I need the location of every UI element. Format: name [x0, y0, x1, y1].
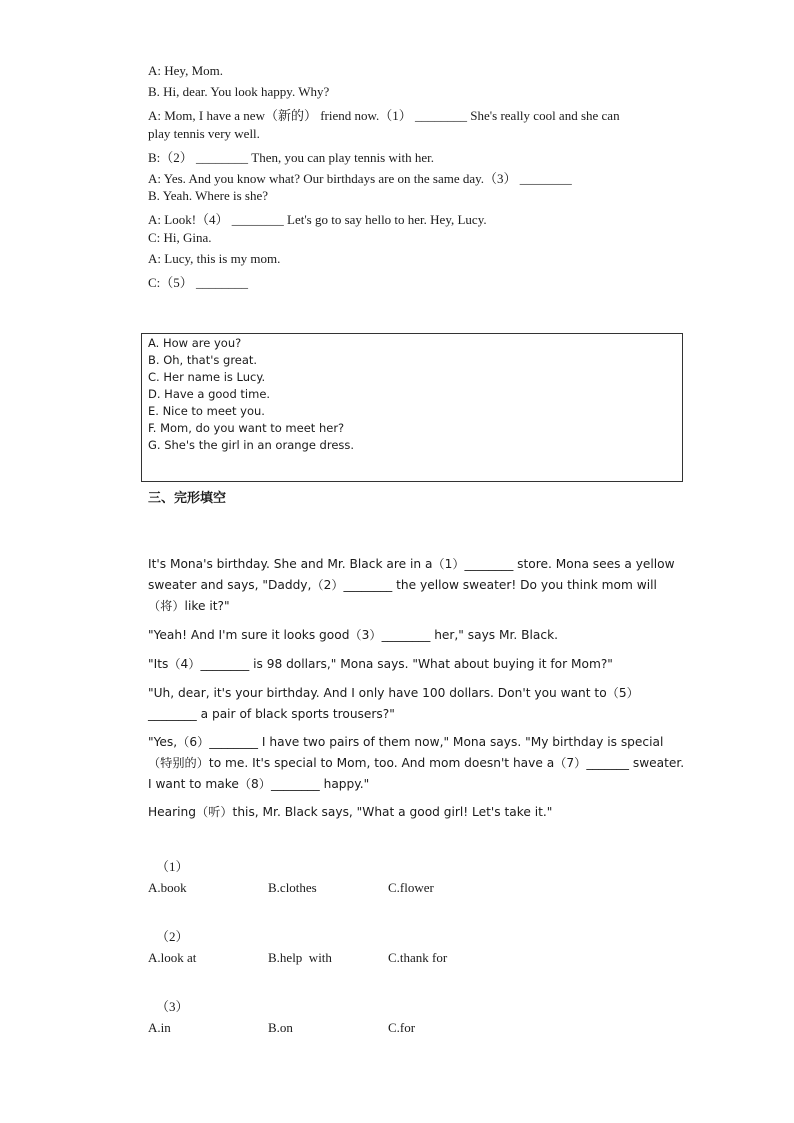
dialogue-line: B:（2） ________ Then, you can play tennis with her.: [148, 150, 434, 165]
dialogue-line: C:（5） ________: [148, 275, 249, 290]
dialogue-line: B. Hi, dear. You look happy. Why?: [148, 84, 330, 99]
cloze-paragraph: "Its（4）________ is 98 dollars," Mona says. "What about buying it for Mom?": [148, 657, 613, 671]
option-item: G. She's the girl in an orange dress.: [148, 438, 355, 452]
dialogue-line: A: Look!（4） ________ Let's go to say hello to her. Hey, Lucy.: [148, 212, 487, 227]
choice-b: B.on: [268, 1020, 293, 1035]
question-number: （2）: [156, 929, 189, 944]
choice-c: C.flower: [388, 880, 434, 895]
option-item: F. Mom, do you want to meet her?: [148, 421, 345, 435]
choice-a: A.book: [148, 880, 187, 895]
dialogue-line: play tennis very well.: [148, 126, 260, 141]
dialogue-line: A: Hey, Mom.: [148, 63, 223, 78]
dialogue-line: A: Lucy, this is my mom.: [148, 251, 281, 266]
option-item: C. Her name is Lucy.: [148, 370, 266, 384]
option-item: B. Oh, that's great.: [148, 353, 258, 367]
dialogue-line: C: Hi, Gina.: [148, 230, 212, 245]
choice-c: C.thank for: [388, 950, 448, 965]
dialogue-line: A: Yes. And you know what? Our birthdays are on the same day.（3） ________: [148, 171, 572, 186]
cloze-paragraph: It's Mona's birthday. She and Mr. Black are in a（1）________ store. Mona sees a yellow sweater and says, "Daddy,（2）________ the yellow sweater! Do you think mom will（将）like it?": [148, 557, 675, 613]
choice-a: A.look at: [148, 950, 197, 965]
options-box: [141, 333, 683, 482]
choice-b: B.help with: [268, 950, 332, 965]
cloze-paragraph: "Yeah! And I'm sure it looks good（3）________ her," says Mr. Black.: [148, 628, 559, 642]
choice-a: A.in: [148, 1020, 171, 1035]
question-number: （3）: [156, 999, 189, 1014]
option-item: D. Have a good time.: [148, 387, 271, 401]
dialogue-line: B. Yeah. Where is she?: [148, 188, 268, 203]
question-number: （1）: [156, 859, 189, 874]
choice-b: B.clothes: [268, 880, 317, 895]
choice-c: C.for: [388, 1020, 416, 1035]
option-item: E. Nice to meet you.: [148, 404, 265, 418]
cloze-paragraph: Hearing（听）this, Mr. Black says, "What a good girl! Let's take it.": [148, 805, 553, 819]
option-item: A. How are you?: [148, 336, 242, 350]
dialogue-line: A: Mom, I have a new（新的） friend now.（1） ________ She's really cool and she can: [148, 108, 620, 123]
section-heading: 三、完形填空: [148, 491, 227, 506]
cloze-paragraph: "Uh, dear, it's your birthday. And I only have 100 dollars. Don't you want to（5）________ a pair of black sports trousers?": [148, 686, 639, 721]
cloze-paragraph: "Yes,（6）________ I have two pairs of them now," Mona says. "My birthday is special（特别的）to me. It's special to Mom, too. And mom doesn't have a（7）_______ sweater. I want to make（8）________ happy.": [148, 735, 685, 791]
